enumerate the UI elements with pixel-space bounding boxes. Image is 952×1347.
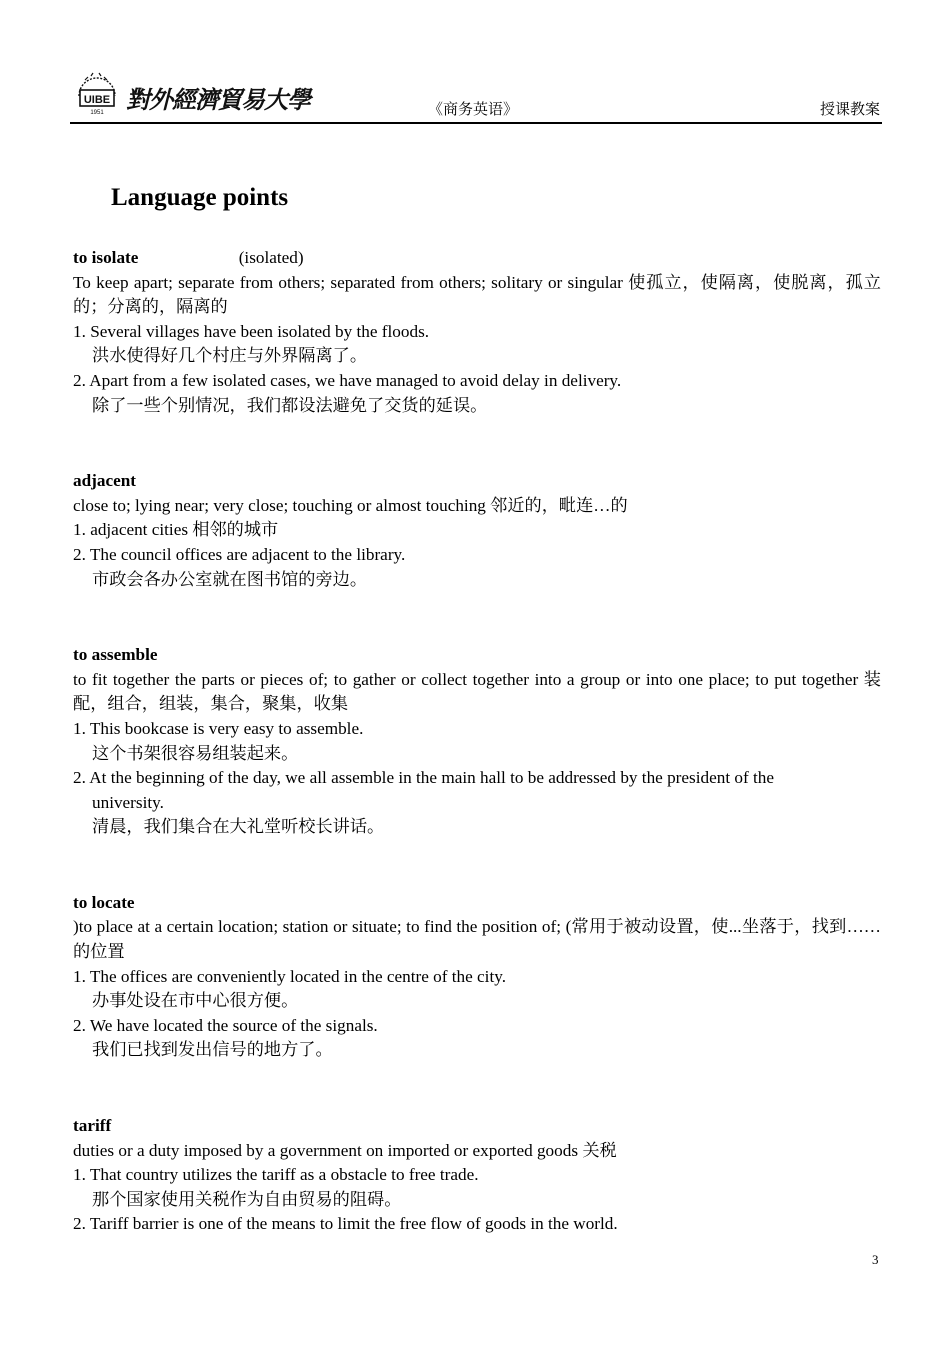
example-sentence: 2. At the beginning of the day, we all assemble in the main hall to be addressed by the president of the: [73, 768, 775, 788]
svg-text:1951: 1951: [90, 110, 104, 116]
vocab-entry: [73, 1114, 881, 1237]
vocab-entry: [73, 891, 881, 1063]
vocab-definition: close to; lying near; very close; touching or almost touching 邻近的，毗连…的: [73, 495, 628, 515]
example-sentence: 2. Tariff barrier is one of the means to limit the free flow of goods in the world.: [73, 1214, 618, 1234]
vocab-entry: [73, 469, 881, 592]
example-translation: 洪水使得好几个村庄与外界隔离了。: [92, 346, 368, 366]
vocab-term: adjacent: [73, 471, 137, 491]
example-sentence: 1. Several villages have been isolated by the floods.: [73, 321, 430, 341]
vocab-definition: duties or a duty imposed by a government on imported or exported goods 关税: [73, 1140, 617, 1160]
course-title: 《商务英语》: [428, 102, 519, 118]
example-sentence: 1. The offices are conveniently located in the centre of the city.: [73, 966, 507, 986]
vocab-variant: (isolated): [238, 248, 304, 267]
example-translation: 我们已找到发出信号的地方了。: [92, 1040, 333, 1060]
vocab-term: tariff: [73, 1116, 112, 1136]
header-label: 授课教案: [819, 102, 880, 118]
example-translation: 清晨，我们集合在大礼堂听校长讲话。: [92, 817, 385, 837]
vocab-entry: [73, 643, 881, 840]
vocab-term: to assemble: [73, 645, 158, 665]
example-sentence: 2. The council offices are adjacent to the library.: [73, 544, 406, 564]
vocab-entry: [73, 246, 881, 418]
page-number: 3: [872, 1252, 879, 1267]
example-sentence: 1. adjacent cities 相邻的城市: [73, 520, 279, 540]
vocab-term: to isolate: [73, 248, 139, 267]
example-translation: 那个国家使用关税作为自由贸易的阻碍。: [92, 1189, 402, 1209]
vocab-definition: to fit together the parts or pieces of; to gather or collect together into a group or into one place; to put together 装配，组合，组装，集合，聚集，收集: [73, 669, 881, 714]
example-sentence: 1. This bookcase is very easy to assemble.: [73, 718, 364, 738]
example-translation: 办事处设在市中心很方便。: [92, 991, 299, 1011]
document-body: [73, 180, 881, 1237]
example-sentence: 2. Apart from a few isolated cases, we have managed to avoid delay in delivery.: [73, 370, 622, 390]
university-seal-icon: [74, 70, 120, 116]
vocab-definition: To keep apart; separate from others; separated from others; solitary or singular 使孤立，使隔离，使脱离，孤立的；分离的，隔离的: [73, 272, 881, 317]
vocab-term: to locate: [73, 892, 135, 912]
example-sentence-continued: university.: [92, 792, 164, 812]
svg-text:UIBE: UIBE: [83, 94, 111, 106]
example-translation: 这个书架很容易组装起来。: [92, 743, 299, 763]
example-sentence: 1. That country utilizes the tariff as a obstacle to free trade.: [73, 1165, 479, 1185]
example-translation: 市政会各办公室就在图书馆的旁边。: [92, 569, 368, 589]
page-header: [70, 66, 882, 124]
example-translation: 除了一些个别情况，我们都设法避免了交货的延误。: [92, 395, 488, 415]
section-heading: Language points: [111, 184, 289, 211]
example-sentence: 2. We have located the source of the signals.: [73, 1015, 378, 1035]
university-script-logo: 對外經濟貿易大學: [126, 85, 310, 114]
vocab-definition: )to place at a certain location; station or situate; to find the position of; (常用于被动设置，使...坐落于，找到…… 的位置: [73, 917, 881, 962]
